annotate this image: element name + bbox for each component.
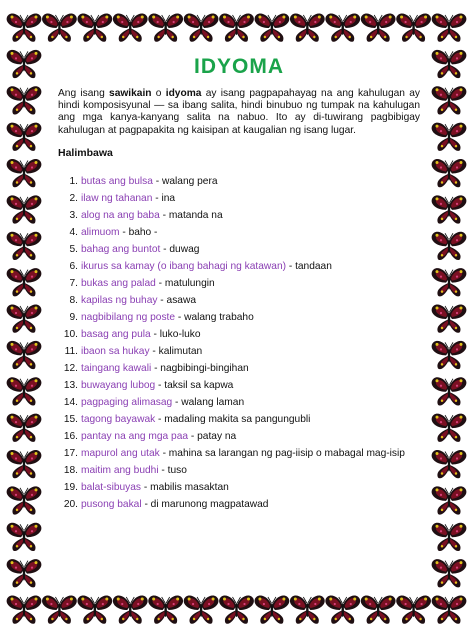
list-item <box>58 479 420 496</box>
separator: - <box>119 226 129 238</box>
intro-paragraph <box>58 88 420 137</box>
idiom-term: alimuom <box>81 226 120 238</box>
butterfly-icon <box>432 414 467 442</box>
item-number: 2. <box>69 192 78 204</box>
idiom-meaning: tuso <box>167 464 187 476</box>
intro-text: ay isang pagpapahayag na ang kahulugan ay hindi komposisyunal — sa ibang salita, hindi binubuo ng tumpak na kahulugan ang mga kanya-kanyang salita na nabuo. Ito ay di-tuwirang pagbibigay kahulugan at pagpapakita ng kaisipan at kaugalian ng isang lugar. <box>58 88 420 136</box>
idiom-meaning: matanda na <box>168 209 223 221</box>
separator: - <box>160 243 170 255</box>
separator: - <box>149 345 159 357</box>
butterfly-icon <box>432 123 467 151</box>
butterfly-icon <box>255 13 290 41</box>
butterfly-icon <box>184 13 219 41</box>
butterfly-icon <box>7 159 42 187</box>
list-item <box>58 496 420 513</box>
list-item <box>58 411 420 428</box>
butterfly-icon <box>7 523 42 551</box>
idiom-meaning: madaling makita sa pangungubli <box>164 413 311 425</box>
item-number: 13. <box>63 379 78 391</box>
page-title: IDYOMA <box>194 55 284 78</box>
butterfly-icon <box>432 559 467 587</box>
list-item <box>58 292 420 309</box>
butterfly-icon <box>290 595 325 623</box>
idiom-meaning: duwag <box>169 243 200 255</box>
separator: - <box>141 481 151 493</box>
separator: - <box>172 396 182 408</box>
list-item <box>58 207 420 224</box>
list-item <box>58 275 420 292</box>
idiom-meaning: walang pera <box>162 175 218 187</box>
intro-text: Ang isang <box>58 88 110 99</box>
item-number: 3. <box>69 209 78 221</box>
idiom-meaning: ina <box>161 192 176 204</box>
butterfly-icon <box>432 195 467 223</box>
butterfly-icon <box>7 414 42 442</box>
idiom-term: pusong bakal <box>81 498 142 510</box>
butterfly-icon <box>361 13 396 41</box>
butterfly-icon <box>432 523 467 551</box>
butterfly-icon <box>432 341 467 369</box>
butterfly-icon <box>113 595 148 623</box>
intro-text: o <box>151 88 166 99</box>
butterfly-icon <box>7 50 42 78</box>
butterfly-icon <box>7 268 42 296</box>
item-number: 18. <box>63 464 78 476</box>
item-number: 1. <box>69 175 78 187</box>
item-number: 17. <box>63 447 78 459</box>
idiom-term: ikurus sa kamay (o ibang bahagi ng katawan) <box>81 260 286 272</box>
butterfly-icon <box>432 13 467 41</box>
separator: - <box>152 192 162 204</box>
idiom-meaning: di marunong magpatawad <box>150 498 269 510</box>
butterfly-icon <box>7 195 42 223</box>
idiom-term: tagong bayawak <box>81 413 156 425</box>
idiom-term: balat-sibuyas <box>81 481 142 493</box>
butterfly-icon <box>432 86 467 114</box>
butterfly-icon <box>432 304 467 332</box>
butterfly-icon <box>432 450 467 478</box>
butterfly-icon <box>432 50 467 78</box>
list-item <box>58 224 420 241</box>
butterfly-icon <box>290 13 325 41</box>
list-item <box>58 445 420 462</box>
butterfly-icon <box>219 13 254 41</box>
item-number: 4. <box>69 226 78 238</box>
list-item <box>58 377 420 394</box>
document-body <box>58 54 420 513</box>
separator: - <box>141 498 151 510</box>
butterfly-icon <box>219 595 254 623</box>
butterfly-icon <box>42 595 77 623</box>
butterfly-icon <box>42 13 77 41</box>
item-number: 7. <box>69 277 78 289</box>
separator: - <box>157 294 167 306</box>
separator: - <box>155 379 165 391</box>
item-number: 16. <box>63 430 78 442</box>
butterfly-icon <box>432 232 467 260</box>
butterfly-icon <box>432 268 467 296</box>
idiom-term: buwayang lubog <box>81 379 156 391</box>
item-number: 10. <box>63 328 78 340</box>
list-item <box>58 326 420 343</box>
idiom-term: maitim ang budhi <box>81 464 159 476</box>
separator: - <box>159 447 169 459</box>
idiom-meaning: luko-luko <box>159 328 201 340</box>
idiom-term: butas ang bulsa <box>81 175 153 187</box>
separator: - <box>150 328 160 340</box>
item-number: 5. <box>69 243 78 255</box>
butterfly-icon <box>148 13 183 41</box>
butterfly-icon <box>7 450 42 478</box>
section-heading: Halimbawa <box>58 146 113 159</box>
idiom-term: ibaon sa hukay <box>81 345 150 357</box>
idiom-meaning: matulungin <box>164 277 215 289</box>
item-number: 15. <box>63 413 78 425</box>
butterfly-icon <box>7 304 42 332</box>
separator: - <box>175 311 185 323</box>
item-number: 8. <box>69 294 78 306</box>
idiom-term: taingang kawali <box>81 362 152 374</box>
butterfly-icon <box>255 595 290 623</box>
butterfly-icon <box>7 232 42 260</box>
list-item <box>58 394 420 411</box>
butterfly-icon <box>432 159 467 187</box>
item-number: 14. <box>63 396 78 408</box>
list-item <box>58 258 420 275</box>
butterfly-icon <box>7 123 42 151</box>
idiom-term: basag ang pula <box>81 328 151 340</box>
intro-bold-sawikain: sawikain <box>109 88 152 99</box>
separator: - <box>286 260 296 272</box>
idiom-meaning: nagbibingi-bingihan <box>160 362 249 374</box>
butterfly-icon <box>325 595 360 623</box>
idiom-meaning: baho - <box>128 226 158 238</box>
idiom-term: kapilas ng buhay <box>81 294 158 306</box>
butterfly-icon <box>148 595 183 623</box>
butterfly-icon <box>77 13 112 41</box>
separator: - <box>151 362 161 374</box>
list-item <box>58 360 420 377</box>
butterfly-icon <box>184 595 219 623</box>
butterfly-icon <box>113 13 148 41</box>
idiom-meaning: mabilis masaktan <box>150 481 229 493</box>
idiom-meaning: tandaan <box>295 260 332 272</box>
list-item <box>58 462 420 479</box>
intro-bold-idyoma: idyoma <box>165 88 202 99</box>
item-number: 19. <box>63 481 78 493</box>
idiom-meaning: taksil sa kapwa <box>164 379 234 391</box>
idiom-term: ilaw ng tahanan <box>81 192 153 204</box>
butterfly-icon <box>396 13 431 41</box>
list-item <box>58 343 420 360</box>
idiom-term: nagbibilang ng poste <box>81 311 176 323</box>
item-number: 20. <box>63 498 78 510</box>
item-number: 11. <box>64 345 78 357</box>
separator: - <box>155 277 165 289</box>
butterfly-icon <box>7 13 42 41</box>
idiom-term: bahag ang buntot <box>81 243 161 255</box>
idiom-term: bukas ang palad <box>81 277 156 289</box>
butterfly-icon <box>396 595 431 623</box>
separator: - <box>188 430 198 442</box>
list-item <box>58 428 420 445</box>
butterfly-icon <box>7 86 42 114</box>
butterfly-icon <box>325 13 360 41</box>
idiom-list <box>58 173 420 513</box>
idiom-meaning: walang laman <box>181 396 245 408</box>
list-item <box>58 190 420 207</box>
butterfly-icon <box>361 595 396 623</box>
butterfly-icon <box>432 486 467 514</box>
butterfly-icon <box>7 377 42 405</box>
separator: - <box>158 464 168 476</box>
list-item <box>58 309 420 326</box>
list-item <box>58 173 420 190</box>
item-number: 12. <box>63 362 78 374</box>
idiom-meaning: mahina sa larangan ng pag-iisip o mabagal mag-isip <box>168 447 405 459</box>
separator: - <box>152 175 162 187</box>
butterfly-icon <box>77 595 112 623</box>
butterfly-icon <box>432 595 467 623</box>
idiom-meaning: asawa <box>166 294 196 306</box>
butterfly-icon <box>7 595 42 623</box>
idiom-meaning: patay na <box>197 430 237 442</box>
separator: - <box>155 413 165 425</box>
butterfly-icon <box>7 486 42 514</box>
separator: - <box>159 209 169 221</box>
idiom-meaning: kalimutan <box>158 345 203 357</box>
butterfly-icon <box>432 377 467 405</box>
butterfly-icon <box>7 341 42 369</box>
list-item <box>58 241 420 258</box>
idiom-term: pantay na ang mga paa <box>81 430 189 442</box>
butterfly-icon <box>7 559 42 587</box>
idiom-term: alog na ang baba <box>81 209 160 221</box>
idiom-meaning: walang trabaho <box>184 311 254 323</box>
item-number: 9. <box>69 311 78 323</box>
idiom-term: pagpaging alimasag <box>81 396 173 408</box>
idiom-term: mapurol ang utak <box>81 447 160 459</box>
item-number: 6. <box>69 260 78 272</box>
